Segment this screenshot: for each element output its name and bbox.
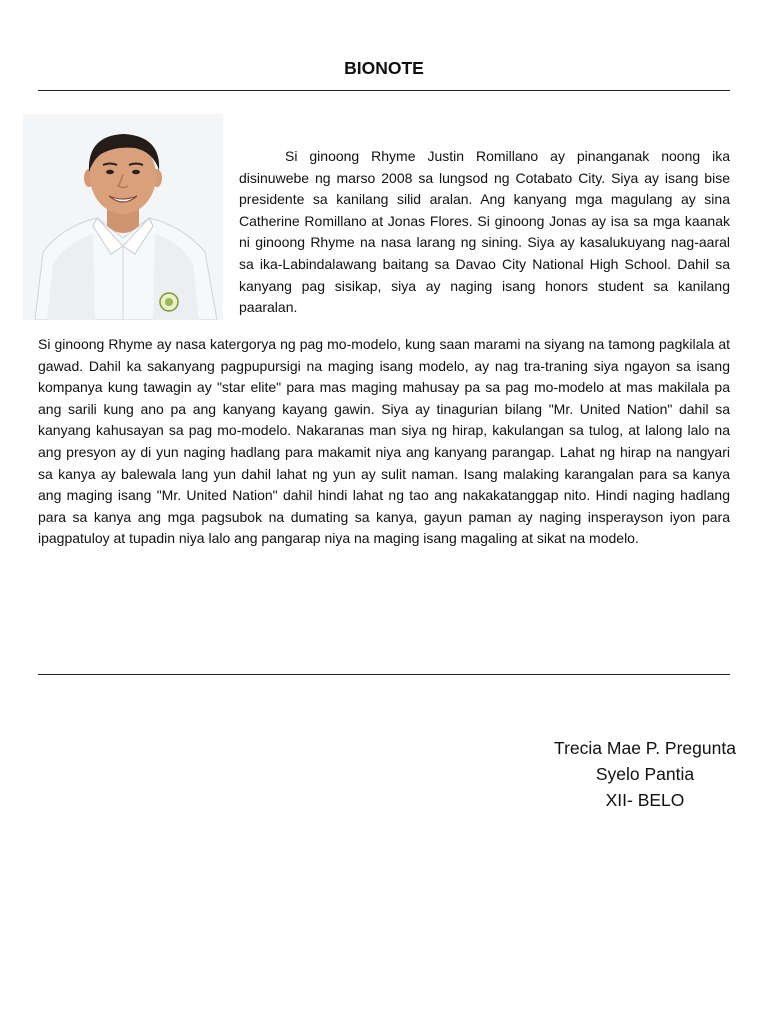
- signature-divider: [38, 674, 730, 675]
- profile-photo: [23, 114, 223, 320]
- signature-block: [532, 735, 758, 813]
- bio-paragraph-intro: Si ginoong Rhyme Justin Romillano ay pinanganak noong ika disinuwebe ng marso 2008 sa lungsod ng Cotabato City. Siya ay isang bise presidente sa kanilang silid aralan. Ang kanyang mga magulang ay sina Catherine Romillano at Jonas Flores. Si ginoong Jonas ay isa sa mga kaanak ni ginoong Rhyme na nasa larang ng sining. Siya ay kasalukuyang nag-aaral sa ika-Labindalawang baitang sa Davao City National High School. Dahil sa kanyang pag sisikap, siya ay naging isang honors student sa kanilang paaralan.: [239, 148, 730, 316]
- bio-paragraph-modeling: Si ginoong Rhyme ay nasa katergorya ng pag mo-modelo, kung saan marami na siyang na tamong pagkilala at gawad. Dahil ka sakanyang pagpupursigi na maging isang modelo, ay nag tra-traning siya ngayon sa isang kompanya kung tawagin ay "star elite" para mas maging mahusay pa sa pag mo-modelo at mas makilala pa ang sarili kung ano pa ang kanyang kayang gawin. Siya ay tinagurian bilang "Mr. United Nation" dahil sa kanyang kahusayan sa pag mo-modelo. Nakaranas man siya ng hirap, kakulangan sa tulog, at lalong lalo na ang presyon ay di yun naging hadlang para makamit niya ang kanyang parangap. Lahat ng hirap na nangyari sa kanya ay balewala lang yun dahil lahat ng yun ay sulit naman. Isang malaking karangalan para sa kanya ang maging isang "Mr. United Nation" dahil hindi lahat ng tao ang nakakatanggap nito. Hindi naging hadlang para sa kanya ang mga pagsubok na dumating sa kanya, gayun paman ay naging insperayson iyon para ipagpatuloy at tupadin niya lalo ang pangarap niya na maging isang magaling at sikat na modelo.: [38, 336, 730, 547]
- title-divider: [38, 90, 730, 91]
- author-name-1: Trecia Mae P. Pregunta: [554, 738, 736, 758]
- author-section: XII- BELO: [605, 790, 685, 810]
- author-name-2: Syelo Pantia: [595, 764, 695, 784]
- document-title: BIONOTE: [344, 58, 424, 78]
